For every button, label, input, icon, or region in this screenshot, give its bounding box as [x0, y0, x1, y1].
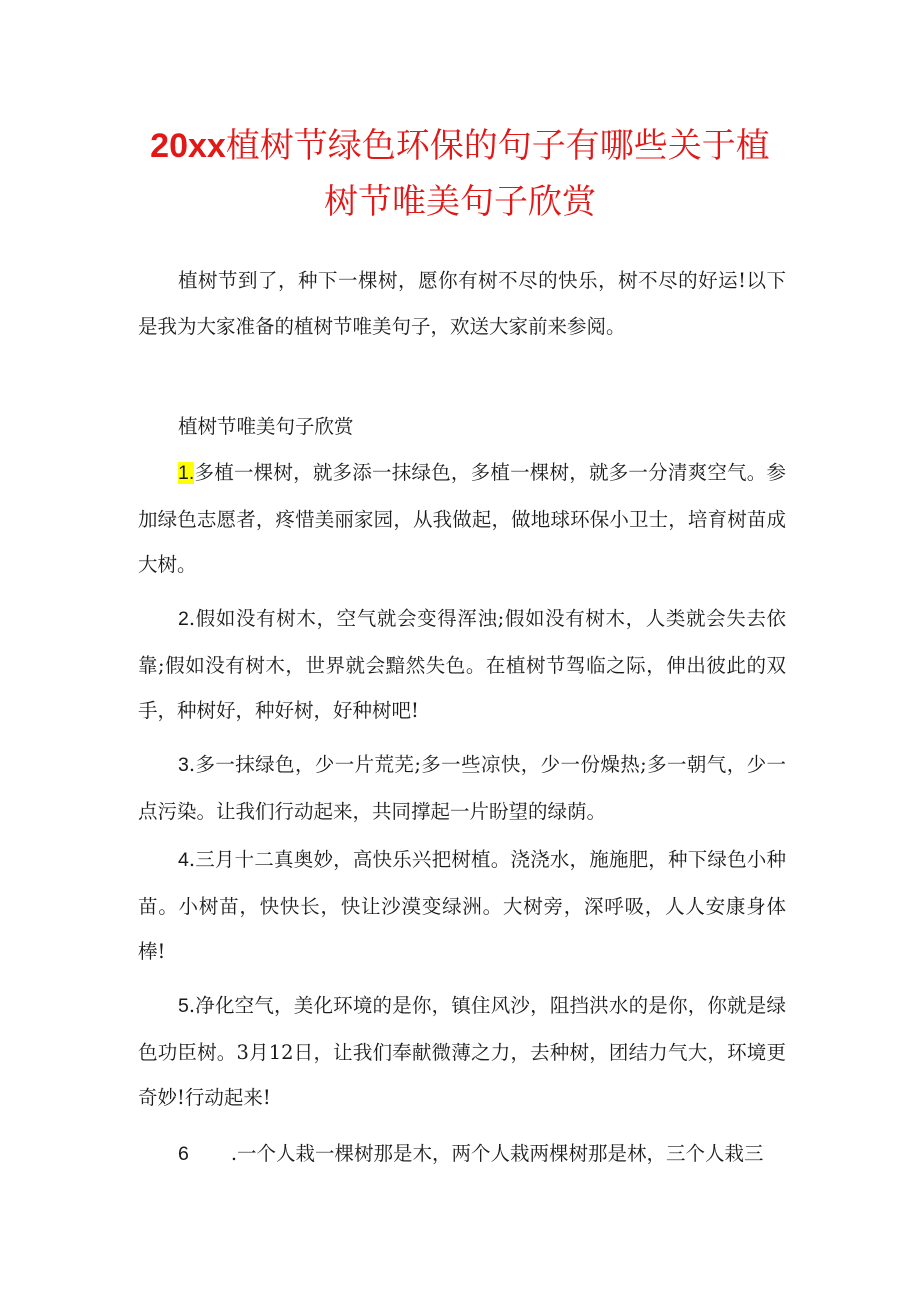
title-line2: 树节唯美句子欣赏 — [324, 182, 596, 222]
list-item-1 — [138, 450, 786, 588]
list-item-5 — [138, 983, 786, 1121]
item-number-1: 1. — [178, 462, 195, 484]
list-item-2 — [138, 596, 786, 734]
item-number-3: 3 — [178, 754, 189, 776]
item-number-2: 2 — [178, 608, 189, 630]
item-text-1: 多植一棵树，就多添一抹绿色，多植一棵树，就多一分清爽空气。参加绿色志愿者，疼惜美丽家园，从我做起，做地球环保小卫士，培育树苗成大树。 — [138, 461, 786, 576]
item-text-5: .净化空气，美化环境的是你，镇住风沙，阻挡洪水的是你，你就是绿色功臣树。3月12日，让我们奉献微薄之力，去种树，团结力气大，环境更奇妙!行动起来! — [138, 994, 786, 1109]
list-item-4 — [138, 837, 786, 975]
list-item-3 — [138, 742, 786, 834]
item-text-4: .三月十二真奥妙，高快乐兴把树植。浇浇水，施施肥，种下绿色小种苗。小树苗，快快长，快让沙漠变绿洲。大树旁，深呼吸，人人安康身体棒! — [138, 848, 786, 963]
item-number-4: 4 — [178, 849, 189, 871]
item-number-6: 6 — [178, 1143, 189, 1165]
list-item-6 — [138, 1131, 786, 1178]
section-subtitle: 植树节唯美句子欣赏 — [178, 415, 354, 438]
page-title — [140, 118, 780, 230]
item-text-3: .多一抹绿色，少一片荒芜;多一些凉快，少一份燥热;多一朝气，少一点污染。让我们行动起来，共同撑起一片盼望的绿荫。 — [138, 753, 786, 823]
title-year: 20xx — [150, 127, 226, 165]
item-text-6: .一个人栽一棵树那是木，两个人栽两棵树那是林，三个人栽三 — [230, 1142, 764, 1165]
item-text-2: .假如没有树木，空气就会变得浑浊;假如没有树木，人类就会失去依靠;假如没有树木，世界就会黯然失色。在植树节驾临之际，伸出彼此的双手，种树好，种好树，好种树吧! — [138, 607, 786, 722]
title-line1: 植树节绿色环保的句子有哪些关于植 — [225, 126, 770, 166]
item-number-5: 5 — [178, 995, 189, 1017]
intro-paragraph: 植树节到了，种下一棵树，愿你有树不尽的快乐，树不尽的好运!以下是我为大家准备的植树节唯美句子，欢送大家前来参阅。 — [138, 269, 786, 338]
